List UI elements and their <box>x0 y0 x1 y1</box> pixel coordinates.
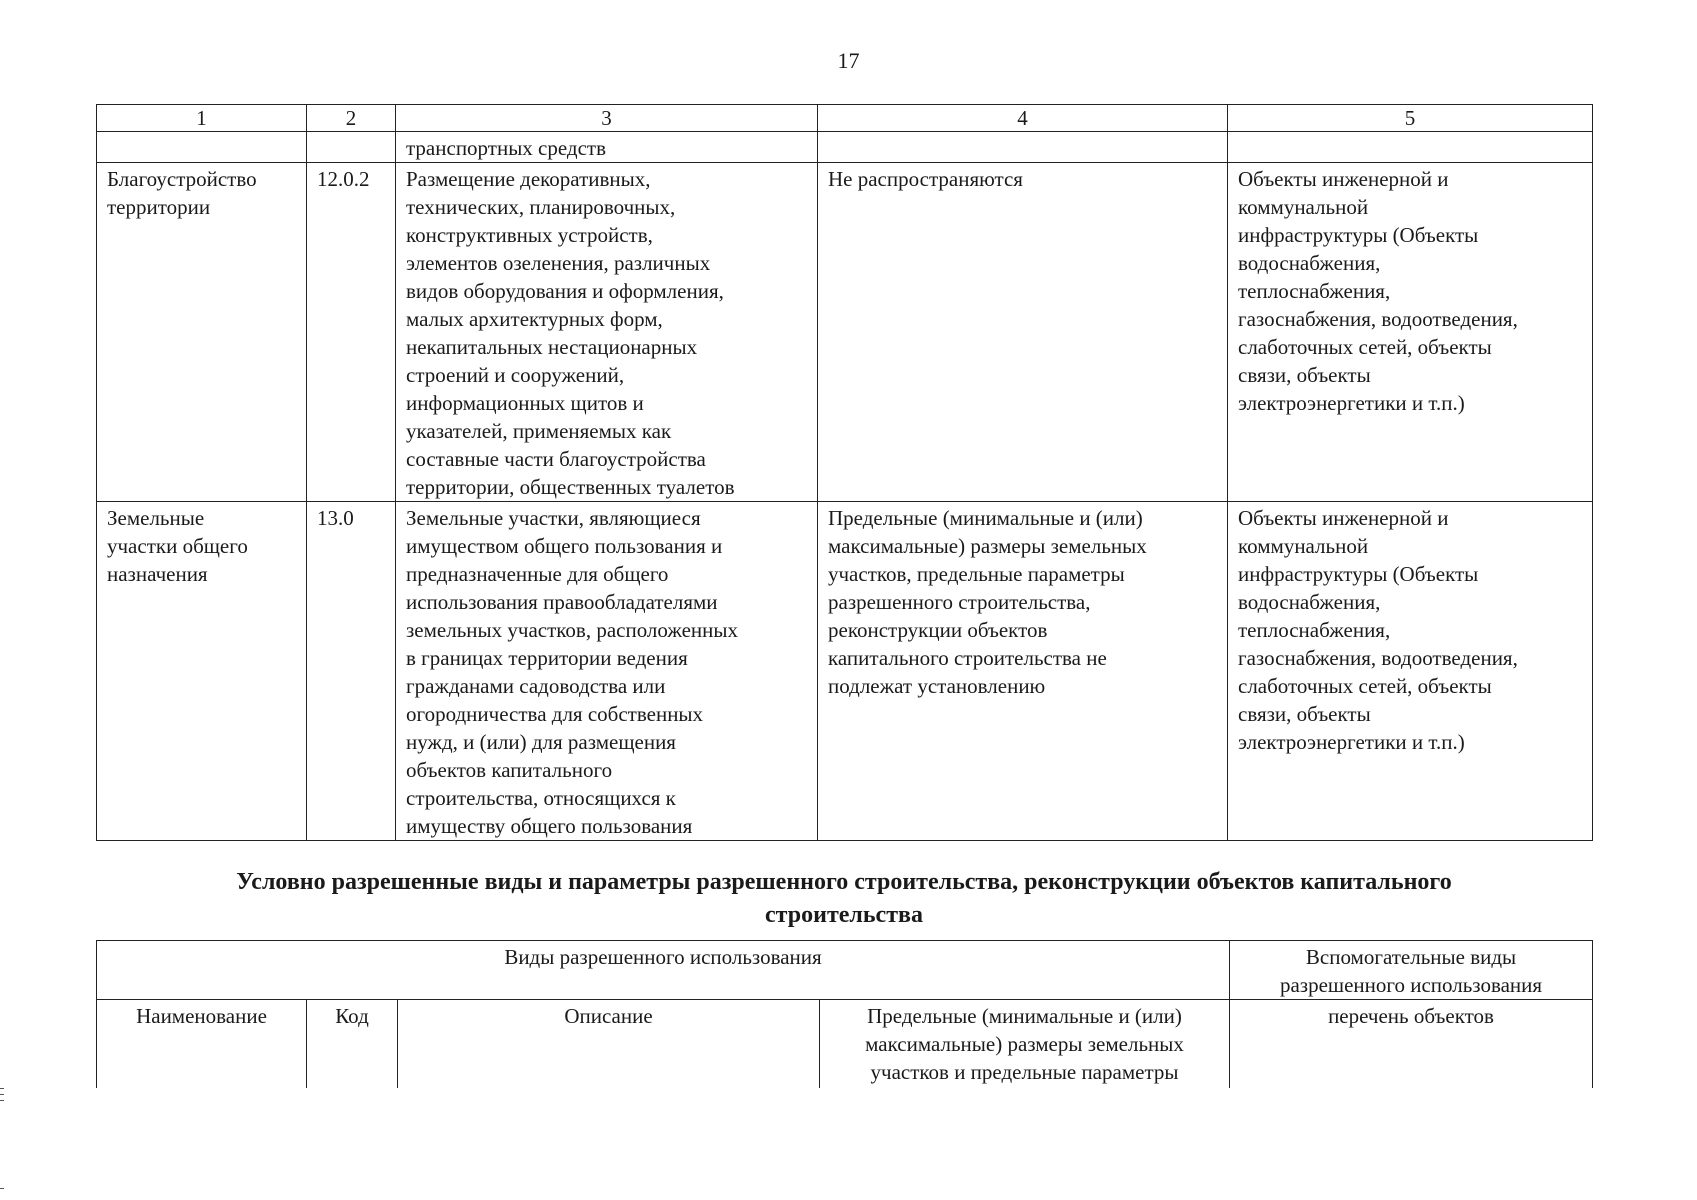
column-number-5: 5 <box>1228 105 1593 132</box>
column-number-1: 1 <box>97 105 307 132</box>
cell-auxiliary: Объекты инженерной и коммунальной инфраструктуры (Объекты водоснабжения, теплоснабжения, газоснабжения, водоотведения, слаботочных сетей, объекты связи, объекты электроэнергетики и т.п.) <box>1228 163 1593 502</box>
table-row <box>97 502 1593 841</box>
cell-description: Размещение декоративных, технических, планировочных, конструктивных устройств, элементов озеленения, различных видов оборудования и оформления, малых архитектурных форм, некапитальных нестационарных строений и сооружений, информационных щитов и указателей, применяемых как составные части благоустройства территории, общественных туалетов <box>396 163 818 502</box>
group-header-row <box>97 941 1593 1000</box>
cell-parameters: Не распространяются <box>818 163 1228 502</box>
column-header-description: Описание <box>398 1000 820 1089</box>
column-header-parameters: Предельные (минимальные и (или) максимальные) размеры земельных участков и предельные параметры <box>820 1000 1230 1089</box>
cell-code: 13.0 <box>307 502 396 841</box>
cell-auxiliary: Объекты инженерной и коммунальной инфраструктуры (Объекты водоснабжения, теплоснабжения, газоснабжения, водоотведения, слаботочных сетей, объекты связи, объекты электроэнергетики и т.п.) <box>1228 502 1593 841</box>
scan-edge-mark <box>0 1094 4 1095</box>
conditional-uses-table <box>96 940 1593 1088</box>
cell-name: Благоустройство территории <box>97 163 307 502</box>
group-header: Виды разрешенного использования <box>97 941 1230 1000</box>
section-title: Условно разрешенные виды и параметры разрешенного строительства, реконструкции объектов капитального строительства <box>236 869 1452 928</box>
column-number-3: 3 <box>396 105 818 132</box>
column-header-code: Код <box>307 1000 398 1089</box>
aux-header: Вспомогательные виды разрешенного использования <box>1230 941 1593 1000</box>
cell-code: 12.0.2 <box>307 163 396 502</box>
cell-description: Земельные участки, являющиеся имуществом общего пользования и предназначенные для общего использования правообладателями земельных участков, расположенных в границах территории ведения гражданами садоводства или огородничества для собственных нужд, и (или) для размещения объектов капитального строительства, относящихся к имуществу общего пользования <box>396 502 818 841</box>
scan-edge-mark <box>0 1088 4 1089</box>
column-number-2: 2 <box>307 105 396 132</box>
cell-code <box>307 132 396 163</box>
cell-name: Земельные участки общего назначения <box>97 502 307 841</box>
scan-edge-mark <box>0 1188 4 1189</box>
scan-edge-mark <box>0 1100 4 1101</box>
cell-description: транспортных средств <box>396 132 818 163</box>
column-number-4: 4 <box>818 105 1228 132</box>
cell-name <box>97 132 307 163</box>
cell-auxiliary <box>1228 132 1593 163</box>
table-header-row <box>97 105 1593 132</box>
permitted-uses-table <box>96 104 1593 841</box>
column-header-objects: перечень объектов <box>1230 1000 1593 1089</box>
table-row <box>97 163 1593 502</box>
page-number: 17 <box>837 48 860 73</box>
table-row-continuation <box>97 132 1593 163</box>
column-header-name: Наименование <box>97 1000 307 1089</box>
column-header-row <box>97 1000 1593 1089</box>
cell-parameters: Предельные (минимальные и (или) максимальные) размеры земельных участков, предельные параметры разрешенного строительства, реконструкции объектов капитального строительства не подлежат установлению <box>818 502 1228 841</box>
cell-parameters <box>818 132 1228 163</box>
